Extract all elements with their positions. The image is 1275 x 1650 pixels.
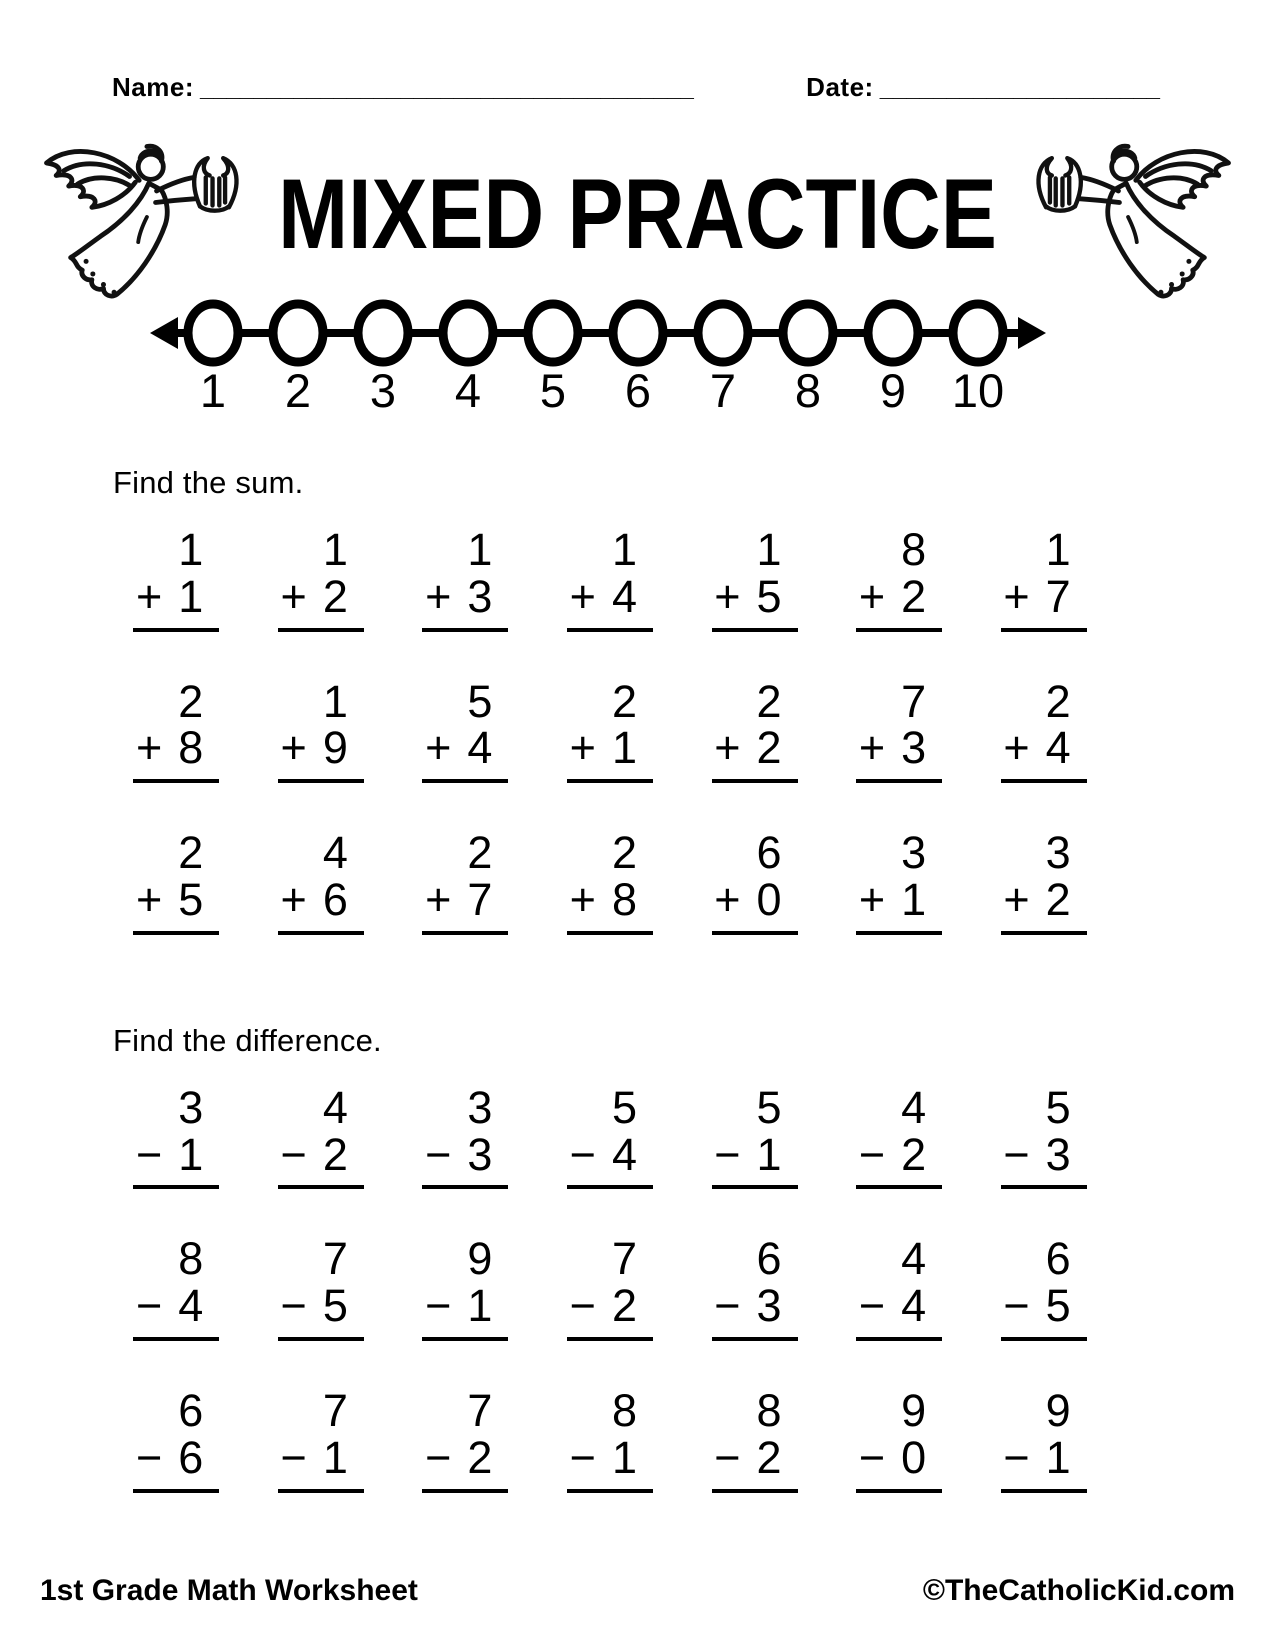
math-problem (278, 524, 364, 632)
bottom-operand: 5 (178, 873, 204, 925)
top-operand: 8 (611, 1384, 637, 1436)
operator-row (422, 1128, 508, 1180)
bottom-operand: 1 (178, 1128, 204, 1180)
top-operand: 7 (901, 675, 927, 727)
bottom-operand: 3 (467, 1128, 493, 1180)
operator: − (425, 1431, 452, 1483)
operator: − (858, 1280, 886, 1332)
top-operand: 2 (756, 675, 782, 727)
operator-row (422, 570, 508, 622)
answer-line (422, 779, 508, 783)
bottom-operand: 6 (322, 873, 348, 925)
math-problem (133, 1081, 219, 1190)
operator-row (1001, 873, 1087, 925)
operator: + (425, 873, 452, 925)
answer-line (712, 931, 798, 935)
bottom-operand: 1 (467, 1280, 493, 1332)
answer-line (422, 931, 508, 935)
bottom-operand: 5 (322, 1280, 348, 1332)
answer-line (567, 1337, 653, 1341)
math-problem (1001, 1233, 1087, 1341)
math-problem (422, 827, 508, 935)
operator: − (714, 1280, 741, 1332)
operator: − (569, 1280, 596, 1332)
operator-row (712, 1431, 798, 1483)
date-label: Date: (806, 72, 874, 102)
top-operand: 1 (1045, 524, 1071, 575)
operator: − (135, 1128, 163, 1180)
answer-line (133, 1337, 219, 1341)
operator: + (280, 873, 307, 925)
answer-line (567, 628, 653, 632)
operator: − (569, 1431, 596, 1483)
bottom-operand: 3 (756, 1280, 782, 1332)
answer-line (856, 1185, 942, 1189)
bottom-operand: 4 (611, 570, 637, 622)
operator: + (1003, 570, 1030, 622)
math-problem (133, 675, 219, 784)
answer-line (567, 1185, 653, 1189)
operator-row (278, 873, 364, 925)
operator: − (714, 1128, 741, 1180)
math-problem (856, 524, 942, 632)
bottom-operand: 4 (467, 722, 493, 774)
bottom-operand: 1 (901, 873, 927, 925)
answer-line (1001, 628, 1087, 632)
answer-line (422, 1185, 508, 1189)
operator-row (133, 1431, 219, 1483)
difference-instruction: Find the difference. (113, 1022, 382, 1058)
operator: + (425, 570, 452, 622)
operator-row (567, 1431, 653, 1483)
bottom-operand: 0 (901, 1431, 927, 1483)
answer-line (278, 1185, 364, 1189)
operator-row (133, 873, 219, 925)
math-problem (1001, 1384, 1087, 1493)
math-problem (1001, 1081, 1087, 1190)
bottom-operand: 9 (322, 722, 348, 774)
math-problem (856, 675, 942, 784)
bottom-operand: 2 (1045, 873, 1071, 925)
addition-problems-grid (104, 524, 1116, 935)
top-operand: 7 (322, 1233, 348, 1285)
operator: + (858, 722, 886, 774)
number-line-label: 7 (709, 364, 737, 417)
top-operand: 1 (467, 524, 493, 575)
bottom-operand: 4 (178, 1280, 204, 1332)
operator-row (1001, 1280, 1087, 1332)
top-operand: 7 (322, 1384, 348, 1436)
number-line-label: 9 (879, 364, 907, 417)
operator-row (422, 873, 508, 925)
math-problem (567, 827, 653, 935)
top-operand: 1 (611, 524, 637, 575)
math-problem (278, 1384, 364, 1493)
math-problem (567, 524, 653, 632)
answer-line (133, 931, 219, 935)
top-operand: 4 (322, 827, 348, 879)
math-problem (278, 1233, 364, 1341)
top-operand: 8 (178, 1233, 204, 1285)
top-operand: 2 (178, 827, 204, 879)
operator-row (856, 873, 942, 925)
date-blank-line: _____________________ (879, 75, 1160, 102)
footer-worksheet-label: 1st Grade Math Worksheet (40, 1574, 418, 1607)
operator: + (714, 722, 741, 774)
operator: − (280, 1128, 307, 1180)
bottom-operand: 5 (1045, 1280, 1071, 1332)
answer-line (1001, 1185, 1087, 1189)
answer-line (712, 628, 798, 632)
math-problem (1001, 675, 1087, 784)
answer-line (422, 1489, 508, 1493)
math-problem (278, 675, 364, 784)
answer-line (567, 931, 653, 935)
answer-line (856, 779, 942, 783)
top-operand: 1 (322, 675, 348, 727)
operator-row (856, 1280, 942, 1332)
operator: − (135, 1280, 163, 1332)
operator-row (567, 570, 653, 622)
operator: − (858, 1431, 886, 1483)
number-line-label: 8 (794, 364, 822, 417)
top-operand: 8 (756, 1384, 782, 1436)
answer-line (278, 931, 364, 935)
answer-line (278, 779, 364, 783)
subtraction-problems-grid (104, 1081, 1116, 1493)
top-operand: 5 (467, 675, 493, 727)
math-problem (278, 827, 364, 935)
math-problem (278, 1081, 364, 1190)
number-line-label: 10 (951, 364, 1005, 417)
top-operand: 5 (756, 1081, 782, 1133)
math-problem (712, 675, 798, 784)
number-line-label: 5 (539, 364, 567, 417)
footer-credit: ©TheCatholicKid.com (922, 1574, 1235, 1607)
bottom-operand: 2 (901, 570, 927, 622)
operator: + (1003, 873, 1030, 925)
operator: − (135, 1431, 163, 1483)
operator: + (425, 722, 452, 774)
operator-row (1001, 570, 1087, 622)
math-problem (1001, 827, 1087, 935)
math-problem (567, 1384, 653, 1493)
name-label: Name: (112, 72, 194, 102)
top-operand: 5 (1045, 1081, 1071, 1133)
top-operand: 2 (178, 675, 204, 727)
number-line-label: 2 (284, 364, 312, 417)
top-operand: 7 (467, 1384, 493, 1436)
bottom-operand: 4 (1045, 722, 1071, 774)
top-operand: 2 (467, 827, 493, 879)
name-field (112, 72, 694, 103)
operator-row (1001, 1431, 1087, 1483)
math-problem (856, 1081, 942, 1190)
top-operand: 6 (178, 1384, 204, 1436)
operator-row (133, 1280, 219, 1332)
operator-row (422, 1431, 508, 1483)
bottom-operand: 7 (1045, 570, 1071, 622)
math-problem (422, 1233, 508, 1341)
bottom-operand: 4 (901, 1280, 927, 1332)
operator: + (280, 722, 307, 774)
answer-line (133, 779, 219, 783)
math-problem (567, 1233, 653, 1341)
math-problem (1001, 524, 1087, 632)
math-problem (567, 675, 653, 784)
answer-line (856, 628, 942, 632)
operator: − (425, 1128, 452, 1180)
answer-line (712, 1489, 798, 1493)
operator: − (280, 1280, 307, 1332)
math-problem (133, 1233, 219, 1341)
bottom-operand: 2 (756, 1431, 782, 1483)
top-operand: 4 (322, 1081, 348, 1133)
answer-line (278, 1489, 364, 1493)
bottom-operand: 1 (611, 1431, 637, 1483)
math-problem (133, 827, 219, 935)
operator: + (1003, 722, 1030, 774)
top-operand: 1 (178, 524, 204, 575)
title-row (0, 129, 1275, 309)
operator-row (567, 873, 653, 925)
operator-row (278, 1431, 364, 1483)
top-operand: 1 (756, 524, 782, 575)
math-problem (133, 524, 219, 632)
operator-row (712, 570, 798, 622)
operator-row (567, 1128, 653, 1180)
answer-line (712, 1185, 798, 1189)
operator-row (133, 1128, 219, 1180)
answer-line (133, 1489, 219, 1493)
bottom-operand: 2 (901, 1128, 927, 1180)
math-problem (856, 1384, 942, 1493)
top-operand: 2 (611, 827, 637, 879)
operator: − (714, 1431, 741, 1483)
operator-row (712, 1128, 798, 1180)
operator: + (569, 722, 596, 774)
operator-row (856, 570, 942, 622)
operator: + (858, 873, 886, 925)
name-blank-line: _____________________________________ (199, 75, 694, 102)
math-problem (712, 827, 798, 935)
operator: − (1003, 1431, 1030, 1483)
answer-line (422, 1337, 508, 1341)
operator-row (567, 1280, 653, 1332)
operator: − (569, 1128, 596, 1180)
bottom-operand: 2 (322, 1128, 348, 1180)
answer-line (422, 628, 508, 632)
math-problem (712, 1081, 798, 1190)
bottom-operand: 1 (756, 1128, 782, 1180)
operator-row (278, 722, 364, 774)
answer-line (856, 1337, 942, 1341)
answer-line (712, 1337, 798, 1341)
number-line-label: 4 (454, 364, 482, 417)
operator-row (1001, 722, 1087, 774)
bottom-operand: 8 (178, 722, 204, 774)
operator-row (422, 722, 508, 774)
operator-row (712, 722, 798, 774)
bottom-operand: 2 (467, 1431, 493, 1483)
operator-row (278, 1280, 364, 1332)
math-problem (712, 524, 798, 632)
top-operand: 5 (611, 1081, 637, 1133)
top-operand: 3 (1045, 827, 1071, 879)
operator: + (714, 873, 741, 925)
math-problem (422, 675, 508, 784)
top-operand: 3 (178, 1081, 204, 1133)
top-operand: 7 (611, 1233, 637, 1285)
operator-row (422, 1280, 508, 1332)
top-operand: 9 (1045, 1384, 1071, 1436)
number-line-labels (148, 363, 1048, 419)
operator: − (1003, 1280, 1030, 1332)
answer-line (1001, 779, 1087, 783)
header (0, 0, 1275, 103)
bottom-operand: 3 (1045, 1128, 1071, 1180)
operator-row (278, 570, 364, 622)
bottom-operand: 3 (901, 722, 927, 774)
top-operand: 9 (467, 1233, 493, 1285)
bottom-operand: 2 (322, 570, 348, 622)
top-operand: 2 (1045, 675, 1071, 727)
bottom-operand: 4 (611, 1128, 637, 1180)
top-operand: 2 (611, 675, 637, 727)
top-operand: 6 (756, 827, 782, 879)
answer-line (712, 779, 798, 783)
math-problem (856, 827, 942, 935)
operator-row (567, 722, 653, 774)
number-line-label: 1 (199, 364, 227, 417)
operator-row (856, 1128, 942, 1180)
operator-row (133, 722, 219, 774)
bottom-operand: 1 (611, 722, 637, 774)
top-operand: 4 (901, 1233, 927, 1285)
number-line (0, 297, 1275, 425)
math-problem (856, 1233, 942, 1341)
sum-instruction: Find the sum. (113, 465, 304, 500)
answer-line (567, 1489, 653, 1493)
operator: + (135, 873, 163, 925)
operator-row (856, 1431, 942, 1483)
top-operand: 3 (467, 1081, 493, 1133)
bottom-operand: 6 (178, 1431, 204, 1483)
operator: + (714, 570, 741, 622)
math-problem (422, 1384, 508, 1493)
top-operand: 1 (322, 524, 348, 575)
operator: + (858, 570, 886, 622)
top-operand: 6 (1045, 1233, 1071, 1285)
bottom-operand: 5 (756, 570, 782, 622)
answer-line (1001, 1489, 1087, 1493)
bottom-operand: 1 (178, 570, 204, 622)
answer-line (1001, 1337, 1087, 1341)
date-field (806, 72, 1160, 103)
number-line-graphic (148, 297, 1048, 369)
math-problem (422, 1081, 508, 1190)
bottom-operand: 7 (467, 873, 493, 925)
operator-row (278, 1128, 364, 1180)
angel-harp-icon (1020, 129, 1242, 305)
answer-line (133, 628, 219, 632)
operator: − (425, 1280, 452, 1332)
math-problem (567, 1081, 653, 1190)
bottom-operand: 1 (1045, 1431, 1071, 1483)
operator: + (135, 722, 163, 774)
bottom-operand: 0 (756, 873, 782, 925)
operator: − (280, 1431, 307, 1483)
answer-line (856, 1489, 942, 1493)
operator: + (135, 570, 163, 622)
top-operand: 6 (756, 1233, 782, 1285)
bottom-operand: 8 (611, 873, 637, 925)
top-operand: 3 (901, 827, 927, 879)
bottom-operand: 1 (322, 1431, 348, 1483)
bottom-operand: 3 (467, 570, 493, 622)
operator: + (569, 873, 596, 925)
operator: − (1003, 1128, 1030, 1180)
operator-row (712, 1280, 798, 1332)
math-problem (422, 524, 508, 632)
operator: − (858, 1128, 886, 1180)
bottom-operand: 2 (611, 1280, 637, 1332)
math-problem (712, 1233, 798, 1341)
answer-line (278, 1337, 364, 1341)
top-operand: 8 (901, 524, 927, 575)
top-operand: 9 (901, 1384, 927, 1436)
operator: + (569, 570, 596, 622)
operator-row (1001, 1128, 1087, 1180)
answer-line (278, 628, 364, 632)
operator-row (712, 873, 798, 925)
math-problem (712, 1384, 798, 1493)
operator-row (133, 570, 219, 622)
top-operand: 4 (901, 1081, 927, 1133)
answer-line (856, 931, 942, 935)
answer-line (1001, 931, 1087, 935)
number-line-label: 6 (624, 364, 652, 417)
math-problem (133, 1384, 219, 1493)
answer-line (133, 1185, 219, 1189)
operator-row (856, 722, 942, 774)
page-title: MIXED PRACTICE (278, 158, 997, 270)
operator: + (280, 570, 307, 622)
bottom-operand: 2 (756, 722, 782, 774)
number-line-label: 3 (369, 364, 397, 417)
answer-line (567, 779, 653, 783)
